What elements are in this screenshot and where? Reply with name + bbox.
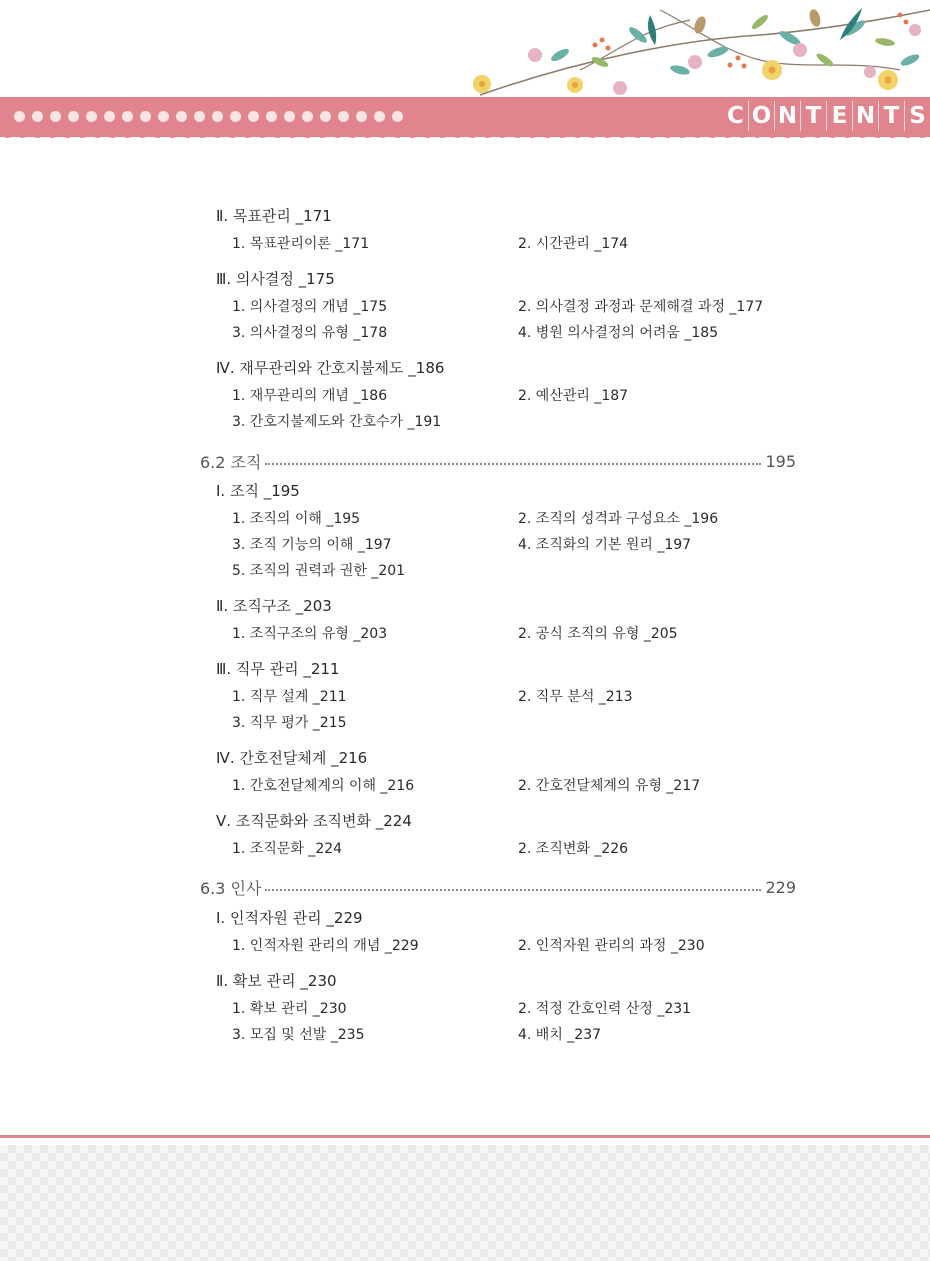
toc-item[interactable]: 2. 예산관리 _187 bbox=[518, 388, 629, 404]
toc-item[interactable]: 3. 직무 평가 _215 bbox=[232, 715, 347, 731]
section-title: 6.3 인사 bbox=[200, 879, 262, 898]
toc-item[interactable]: 4. 병원 의사결정의 어려움 _185 bbox=[518, 325, 719, 341]
toc-item[interactable]: 3. 간호지불제도와 간호수가 _191 bbox=[232, 414, 442, 430]
toc-item[interactable]: 2. 공식 조직의 유형 _205 bbox=[518, 626, 678, 642]
toc-item[interactable]: 3. 의사결정의 유형 _178 bbox=[232, 325, 388, 341]
toc-item[interactable]: 3. 조직 기능의 이해 _197 bbox=[232, 537, 392, 553]
contents-letter: N bbox=[774, 101, 800, 131]
banner-dot bbox=[194, 111, 205, 122]
toc-item[interactable]: 2. 의사결정 과정과 문제해결 과정 _177 bbox=[518, 299, 764, 315]
banner-dot bbox=[212, 111, 223, 122]
banner-dot bbox=[230, 111, 241, 122]
contents-letter: O bbox=[748, 101, 774, 131]
toc-chapter-heading[interactable]: Ⅰ. 조직 _195 bbox=[216, 482, 300, 500]
toc-chapter-heading[interactable]: Ⅳ. 재무관리와 간호지불제도 _186 bbox=[216, 359, 445, 377]
toc-item[interactable]: 4. 조직화의 기본 원리 _197 bbox=[518, 537, 692, 553]
toc-chapter-heading[interactable]: Ⅲ. 직무 관리 _211 bbox=[216, 660, 340, 678]
toc-item[interactable]: 1. 재무관리의 개념 _186 bbox=[232, 388, 388, 404]
footer-checker-pattern bbox=[0, 1145, 930, 1261]
banner-dot bbox=[248, 111, 259, 122]
banner-dot bbox=[266, 111, 277, 122]
toc-item[interactable]: 4. 배치 _237 bbox=[518, 1027, 602, 1043]
banner-scallop-edge bbox=[0, 133, 930, 141]
section-page: 229 bbox=[765, 878, 796, 897]
banner-dot bbox=[302, 111, 313, 122]
toc-item[interactable]: 2. 시간관리 _174 bbox=[518, 236, 629, 252]
banner-dot bbox=[338, 111, 349, 122]
dotted-leader bbox=[265, 463, 761, 465]
toc-item[interactable]: 1. 확보 관리 _230 bbox=[232, 1001, 347, 1017]
banner-dot bbox=[122, 111, 133, 122]
toc-chapter-heading[interactable]: Ⅱ. 확보 관리 _230 bbox=[216, 972, 337, 990]
banner-dot bbox=[14, 111, 25, 122]
toc-section-6-3[interactable] bbox=[200, 876, 796, 899]
floral-decoration bbox=[460, 0, 930, 100]
contents-letter: C bbox=[727, 103, 744, 129]
toc-item[interactable]: 1. 간호전달체계의 이해 _216 bbox=[232, 778, 415, 794]
toc-item[interactable]: 1. 목표관리이론 _171 bbox=[232, 236, 370, 252]
contents-title bbox=[723, 101, 930, 131]
contents-letter: E bbox=[826, 101, 852, 131]
toc-chapter-heading[interactable]: Ⅱ. 조직구조 _203 bbox=[216, 597, 332, 615]
toc-item[interactable]: 1. 조직문화 _224 bbox=[232, 841, 343, 857]
banner-dot bbox=[356, 111, 367, 122]
toc-item[interactable]: 1. 직무 설계 _211 bbox=[232, 689, 347, 705]
banner-dot bbox=[32, 111, 43, 122]
toc-item[interactable]: 1. 조직구조의 유형 _203 bbox=[232, 626, 388, 642]
section-page: 195 bbox=[765, 452, 796, 471]
dotted-leader bbox=[265, 889, 761, 891]
banner-dot bbox=[392, 111, 403, 122]
banner-dot bbox=[158, 111, 169, 122]
contents-letter: N bbox=[852, 101, 878, 131]
banner-dot bbox=[176, 111, 187, 122]
contents-letter: T bbox=[800, 101, 826, 131]
contents-letter: T bbox=[878, 101, 904, 131]
toc-chapter-heading[interactable]: Ⅰ. 인적자원 관리 _229 bbox=[216, 909, 363, 927]
banner-dots bbox=[14, 111, 403, 122]
toc-item[interactable]: 2. 간호전달체계의 유형 _217 bbox=[518, 778, 701, 794]
toc-item[interactable]: 2. 조직의 성격과 구성요소 _196 bbox=[518, 511, 719, 527]
toc-section-6-2[interactable] bbox=[200, 450, 796, 473]
toc-item[interactable]: 2. 인적자원 관리의 과정 _230 bbox=[518, 938, 705, 954]
contents-letter: S bbox=[904, 101, 930, 131]
banner-dot bbox=[68, 111, 79, 122]
toc-item[interactable]: 3. 모집 및 선발 _235 bbox=[232, 1027, 365, 1043]
banner-dot bbox=[320, 111, 331, 122]
banner-dot bbox=[86, 111, 97, 122]
toc-item[interactable]: 5. 조직의 권력과 권한 _201 bbox=[232, 563, 406, 579]
toc-item[interactable]: 1. 인적자원 관리의 개념 _229 bbox=[232, 938, 419, 954]
toc-chapter-heading[interactable]: Ⅳ. 간호전달체계 _216 bbox=[216, 749, 368, 767]
toc-chapter-heading[interactable]: Ⅱ. 목표관리 _171 bbox=[216, 207, 332, 225]
banner-dot bbox=[140, 111, 151, 122]
toc-item[interactable]: 1. 의사결정의 개념 _175 bbox=[232, 299, 388, 315]
banner-dot bbox=[284, 111, 295, 122]
banner-dot bbox=[104, 111, 115, 122]
banner-dot bbox=[374, 111, 385, 122]
toc-item[interactable]: 2. 조직변화 _226 bbox=[518, 841, 629, 857]
toc-item[interactable]: 2. 직무 분석 _213 bbox=[518, 689, 633, 705]
toc-chapter-heading[interactable]: Ⅴ. 조직문화와 조직변화 _224 bbox=[216, 812, 412, 830]
toc-item[interactable]: 1. 조직의 이해 _195 bbox=[232, 511, 361, 527]
toc-chapter-heading[interactable]: Ⅲ. 의사결정 _175 bbox=[216, 270, 335, 288]
footer-divider bbox=[0, 1135, 930, 1138]
toc-item[interactable]: 2. 적정 간호인력 산정 _231 bbox=[518, 1001, 692, 1017]
section-title: 6.2 조직 bbox=[200, 453, 262, 472]
banner-dot bbox=[50, 111, 61, 122]
